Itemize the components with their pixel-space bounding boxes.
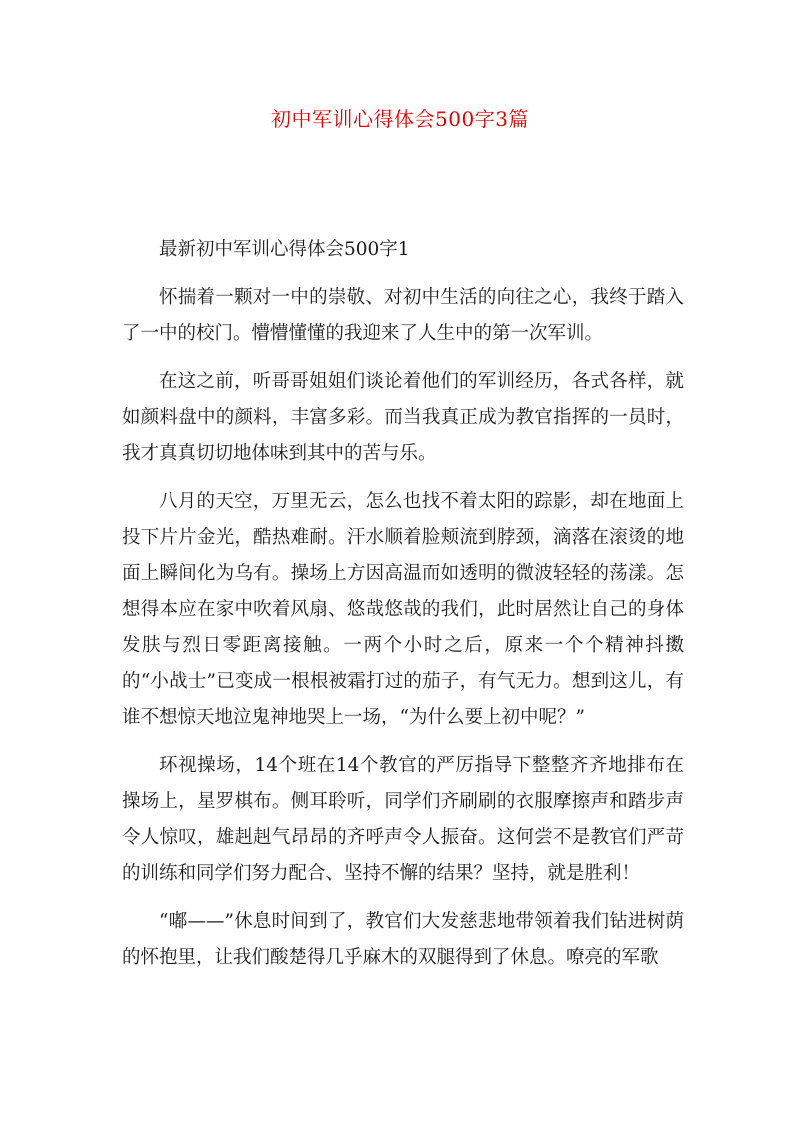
document-title: 初中军训心得体会500字3篇 xyxy=(271,107,529,131)
paragraph-2: 在这之前，听哥哥姐姐们谈论着他们的军训经历，各式各样，就如颜料盘中的颜料，丰富多彩。而当我真正成为教官指挥的一员时，我才真真切切地体味到其中的苦与乐。 xyxy=(122,371,684,464)
paragraph-5: “嘟——”休息时间到了，教官们大发慈悲地带领着我们钻进树荫的怀抱里，让我们酸楚得几乎麻木的双腿得到了休息。嘹亮的军歌 xyxy=(122,911,684,968)
paragraph-4: 环视操场，14个班在14个教官的严厉指导下整整齐齐地排布在操场上，星罗棋布。侧耳聆听，同学们齐刷刷的衣服摩擦声和踏步声令人惊叹，雄赳赳气昂昂的齐呼声令人振奋。这何尝不是教官们严苛的训练和同学们努力配合、坚持不懈的结果？坚持，就是胜利！ xyxy=(122,755,684,884)
section-heading: 最新初中军训心得体会500字1 xyxy=(159,239,410,260)
paragraph-3: 八月的天空，万里无云，怎么也找不着太阳的踪影，却在地面上投下片片金光，酷热难耐。汗水顺着脸颊流到脖颈，滴落在滚烫的地面上瞬间化为乌有。操场上方因高温而如透明的微波轻轻的荡漾。怎想得本应在家中吹着风扇、悠哉悠哉的我们，此时居然让自己的身体发肤与烈日零距离接触。一两个小时之后，原来一个个精神抖擞的“小战士”已变成一根根被霜打过的茄子，有气无力。想到这儿，有谁不想惊天地泣鬼神地哭上一场，“为什么要上初中呢？” xyxy=(122,491,684,728)
document-body xyxy=(122,232,684,988)
paragraph-1: 怀揣着一颗对一中的崇敬、对初中生活的向往之心，我终于踏入了一中的校门。懵懵懂懂的我迎来了人生中的第一次军训。 xyxy=(122,287,684,344)
